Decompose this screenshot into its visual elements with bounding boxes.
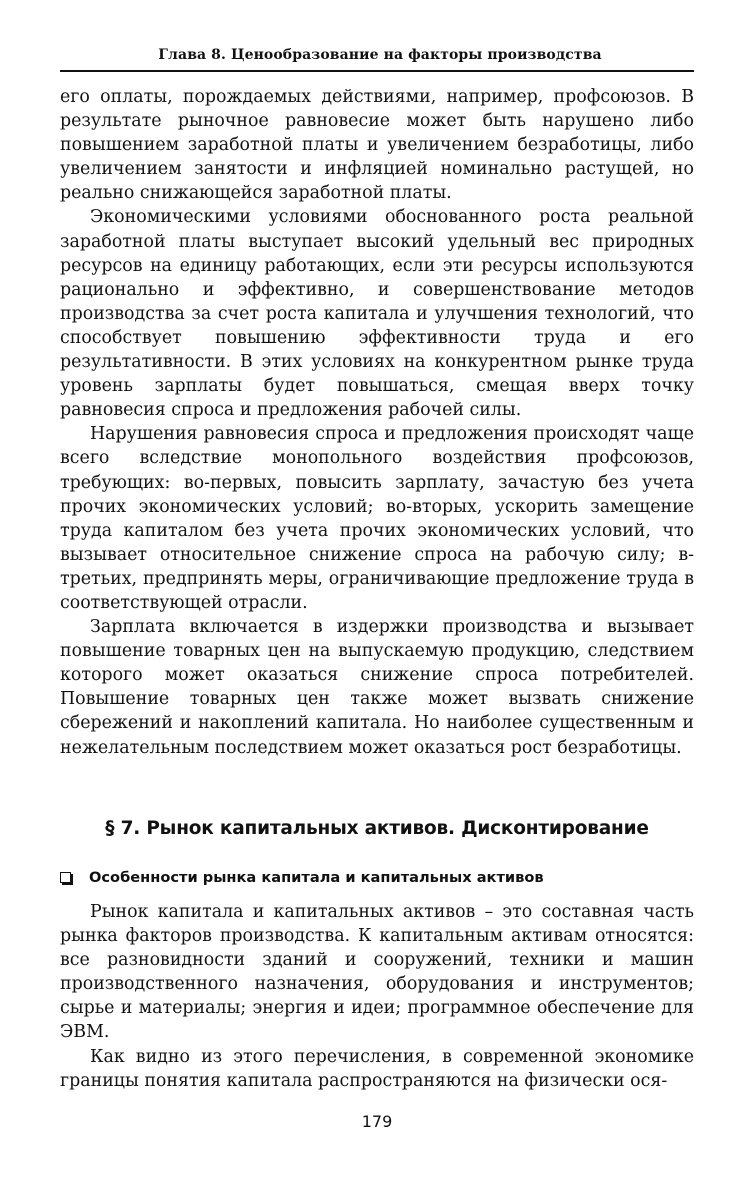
box-bullet-icon — [60, 872, 71, 883]
body-text-block-1 — [60, 85, 694, 760]
subsection-heading — [60, 869, 694, 886]
subsection-title: Особенности рынка капитала и капитальных активов — [89, 869, 544, 886]
paragraph: Рынок капитала и капитальных активов – это составная часть рынка факторов производства. К капитальным активам относятся: все разновидности зданий и сооружений, техники и машин производственного назначения, оборудования и инструментов; сырье и материалы; энергия и идеи; программное обеспечение для ЭВМ. — [60, 902, 694, 1043]
paragraph: Зарплата включается в издержки производства и вызывает повышение товарных цен на выпускаемую продукцию, следствием которого может оказаться снижение спроса потребителей. Повышение товарных цен также может вызвать снижение сбережений и накоплений капитала. Но наиболее существенным и нежелательным последствием может оказаться рост безработицы. — [60, 617, 694, 758]
page-number: 179 — [361, 1112, 393, 1131]
header-rule — [60, 70, 694, 72]
section-heading: § 7. Рынок капитальных активов. Дисконтирование — [105, 818, 649, 839]
body-text-block-2 — [60, 900, 694, 1093]
running-header: Глава 8. Ценообразование на факторы производства — [158, 47, 602, 63]
paragraph: Как видно из этого перечисления, в современной экономике границы понятия капитала распространяются на физически ося- — [60, 1046, 694, 1091]
paragraph: его оплаты, порождаемых действиями, например, профсоюзов. В результате рыночное равновесие может быть нарушено либо повышением заработной платы и увеличением безработицы, либо увеличением занятости и инфляцией номинально растущей, но реально снижающейся заработной платы. — [60, 87, 694, 204]
paragraph: Нарушения равновесия спроса и предложения происходят чаще всего вследствие монопольного воздействия профсоюзов, требующих: во-первых, повысить зарплату, зачастую без учета прочих экономических условий; во-вторых, ускорить замещение труда капиталом без учета прочих экономических условий, что вызывает относительное снижение спроса на рабочую силу; в-третьих, предпринять меры, ограничивающие предложение труда в соответствующей отрасли. — [60, 424, 694, 613]
paragraph: Экономическими условиями обоснованного роста реальной заработной платы выступает высокий удельный вес природных ресурсов на единицу работающих, если эти ресурсы используются рационально и эффективно, и совершенствование методов производства за счет роста капитала и улучшения технологий, что способствует повышению эффективности труда и его результативности. В этих условиях на конкурентном рынке труда уровень зарплаты будет повышаться, смещая вверх точку равновесия спроса и предложения рабочей силы. — [60, 207, 694, 421]
